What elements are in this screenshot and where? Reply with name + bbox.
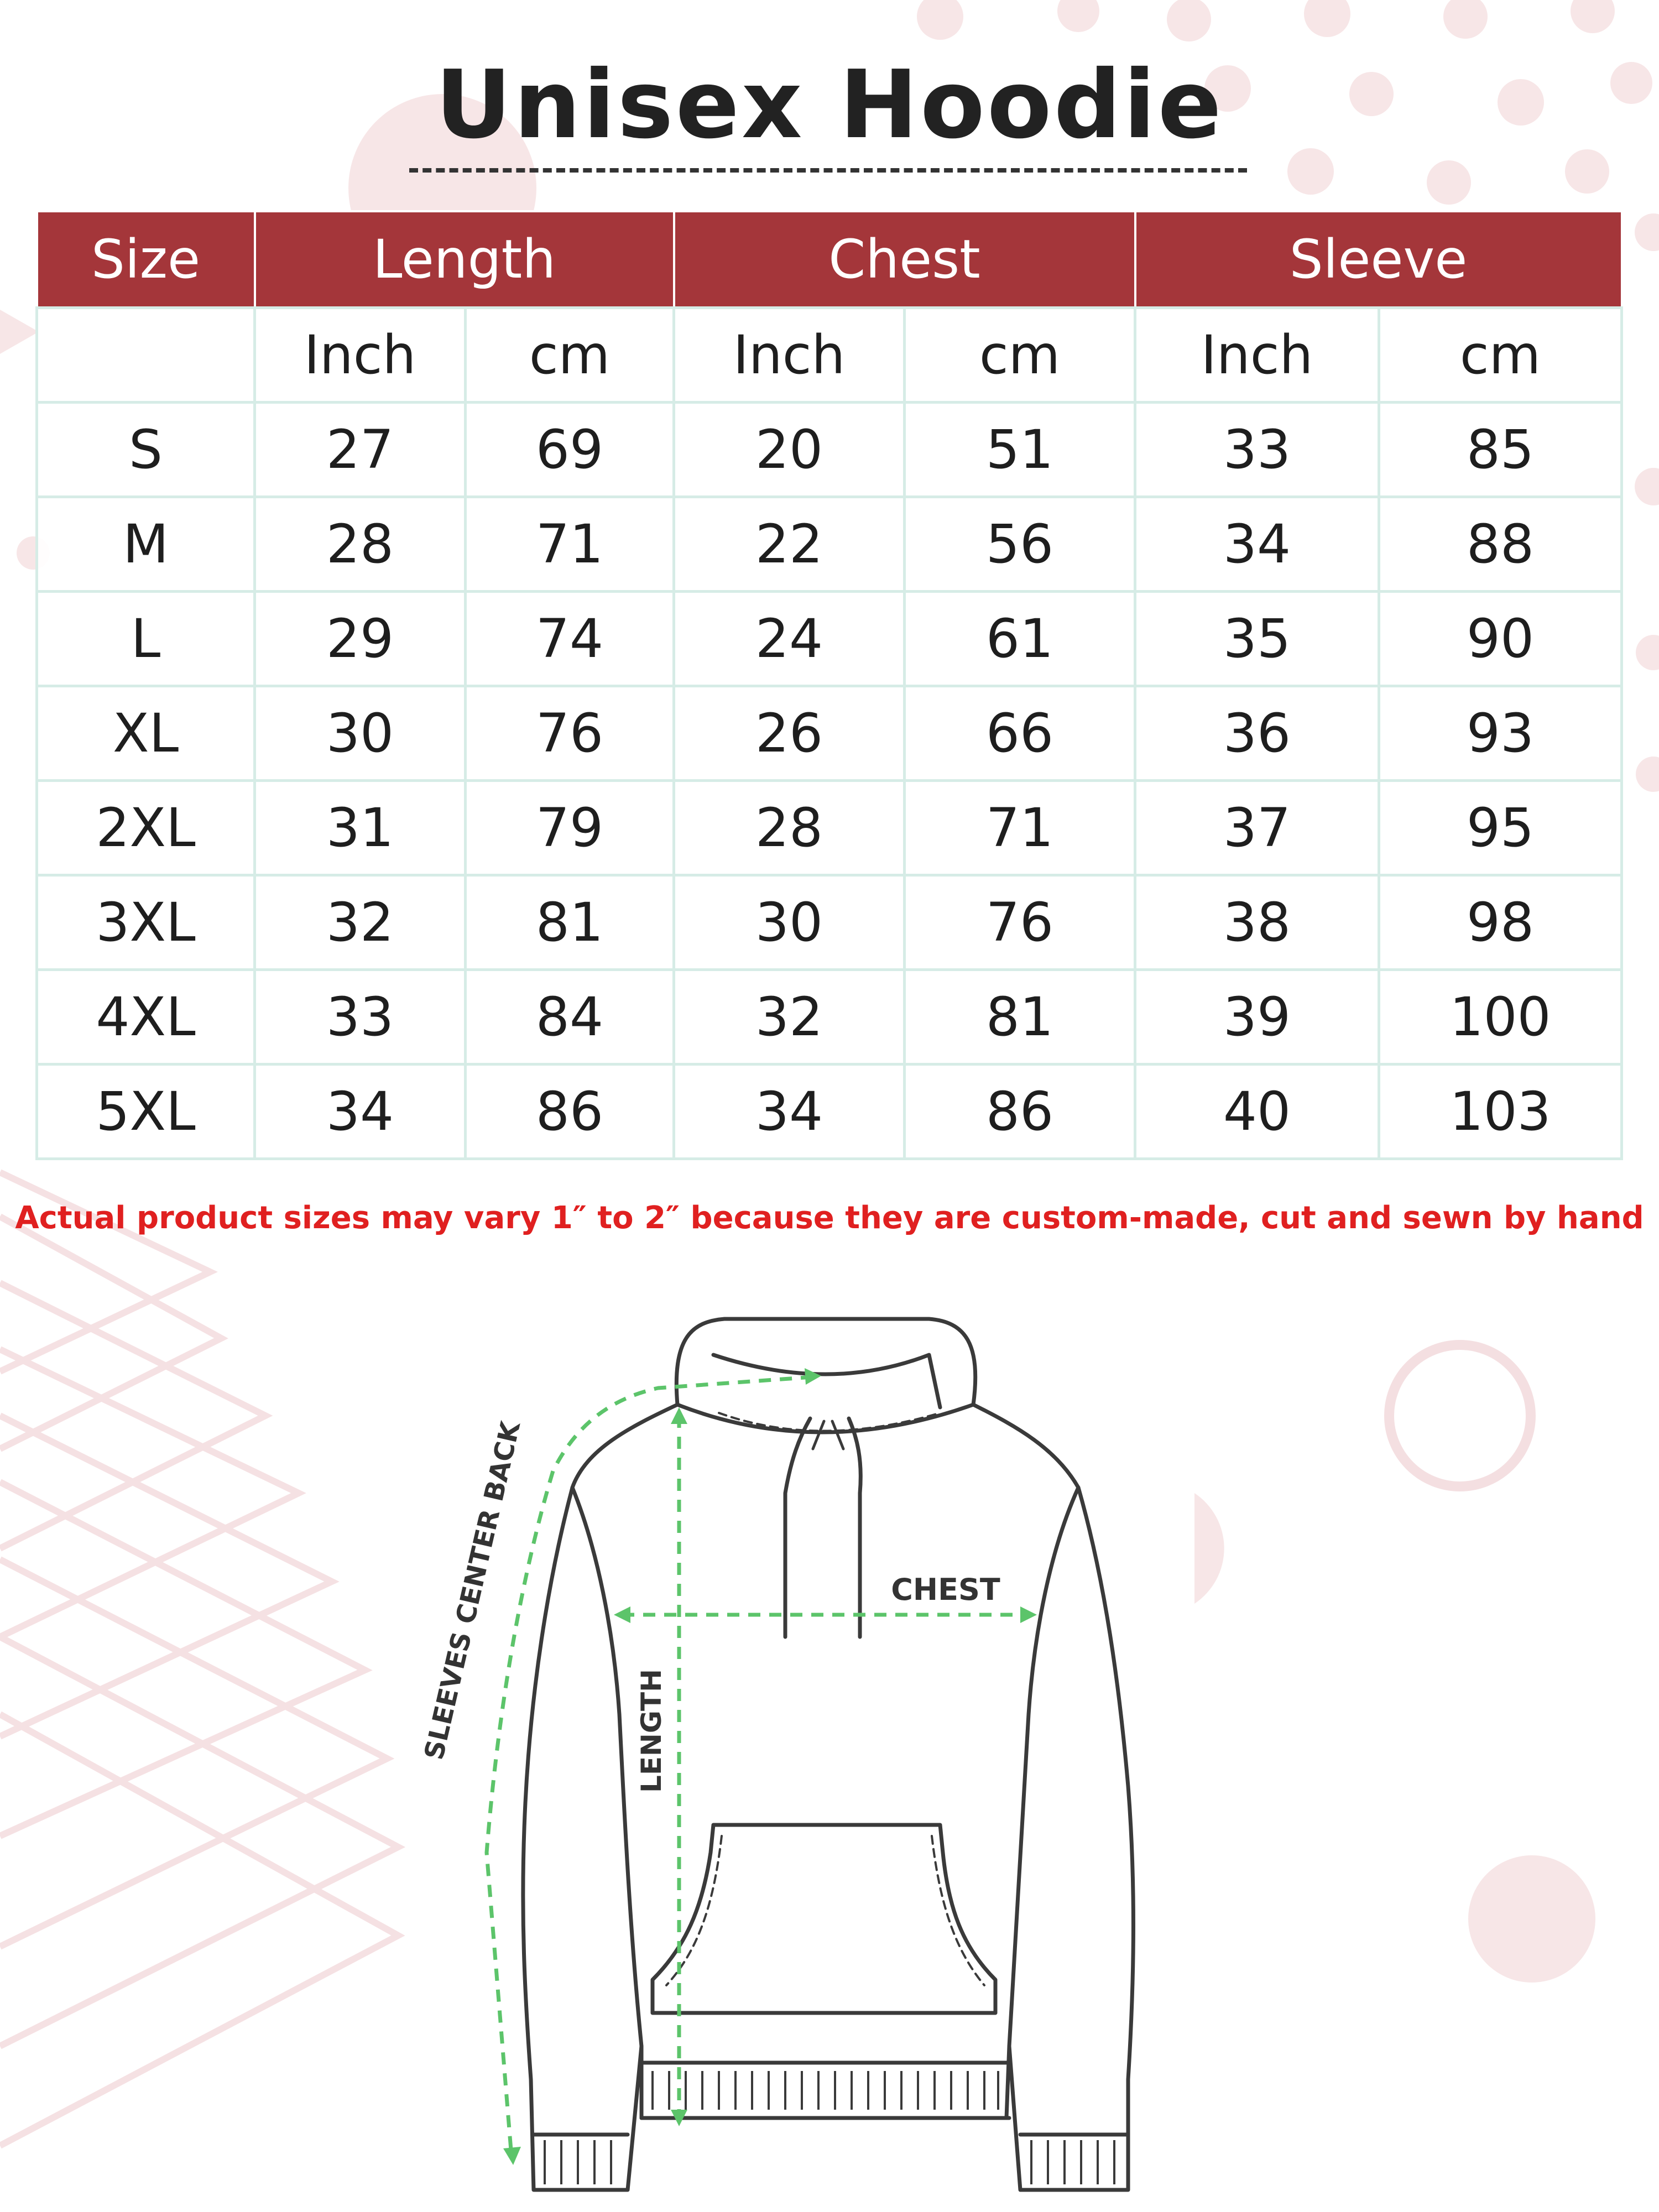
header-chest: Chest (674, 211, 1135, 308)
unit-cell: Inch (1135, 308, 1379, 403)
measurement-cell: 81 (905, 970, 1135, 1065)
measurement-cell: 28 (255, 497, 466, 592)
measurement-cell: 56 (905, 497, 1135, 592)
size-cell: 4XL (37, 970, 255, 1065)
measurement-cell: 88 (1379, 497, 1622, 592)
measurement-cell: 86 (905, 1065, 1135, 1159)
table-row (37, 781, 1622, 875)
measurement-cell: 24 (674, 592, 905, 686)
table-row (37, 592, 1622, 686)
measurement-cell: 37 (1135, 781, 1379, 875)
size-cell: M (37, 497, 255, 592)
size-cell: S (37, 403, 255, 497)
table-row (37, 686, 1622, 781)
measurement-cell: 34 (1135, 497, 1379, 592)
table-row (37, 1065, 1622, 1159)
measurement-cell: 35 (1135, 592, 1379, 686)
measurement-cell: 71 (466, 497, 674, 592)
measurement-cell: 31 (255, 781, 466, 875)
measurement-cell: 84 (466, 970, 674, 1065)
measurement-cell: 66 (905, 686, 1135, 781)
size-cell: 2XL (37, 781, 255, 875)
unit-cell: cm (1379, 308, 1622, 403)
measurement-cell: 100 (1379, 970, 1622, 1065)
hoodie-body-outline (523, 1405, 1134, 2190)
measurement-cell: 74 (466, 592, 674, 686)
measurement-cell: 40 (1135, 1065, 1379, 1159)
unit-cell: Inch (255, 308, 466, 403)
measurement-cell: 61 (905, 592, 1135, 686)
header-sleeve: Sleeve (1135, 211, 1622, 308)
measurement-cell: 90 (1379, 592, 1622, 686)
units-row (37, 308, 1622, 403)
measurement-cell: 20 (674, 403, 905, 497)
measurement-cell: 79 (466, 781, 674, 875)
measurement-cell: 27 (255, 403, 466, 497)
hoodie-diagram (0, 1272, 1659, 2212)
length-label: LENGTH (635, 1669, 667, 1793)
measurement-cell: 26 (674, 686, 905, 781)
measurement-cell: 76 (466, 686, 674, 781)
measurement-cell: 33 (255, 970, 466, 1065)
size-cell: L (37, 592, 255, 686)
measurement-cell: 71 (905, 781, 1135, 875)
measurement-cell: 28 (674, 781, 905, 875)
size-cell: XL (37, 686, 255, 781)
unit-cell (37, 308, 255, 403)
chest-label: CHEST (891, 1572, 1000, 1607)
measurement-cell: 22 (674, 497, 905, 592)
measurement-cell: 98 (1379, 875, 1622, 970)
measurement-cell: 81 (466, 875, 674, 970)
table-row (37, 970, 1622, 1065)
table-row (37, 497, 1622, 592)
measurement-cell: 76 (905, 875, 1135, 970)
measurement-cell: 33 (1135, 403, 1379, 497)
unit-cell: cm (905, 308, 1135, 403)
unit-cell: cm (466, 308, 674, 403)
table-row (37, 403, 1622, 497)
measurement-cell: 69 (466, 403, 674, 497)
drawstring-right (849, 1418, 860, 1637)
measurement-cell: 51 (905, 403, 1135, 497)
measurement-cell: 32 (674, 970, 905, 1065)
disclaimer-note: Actual product sizes may vary 1″ to 2″ because they are custom-made, cut and sewn by hand (15, 1200, 1644, 1236)
measurement-cell: 30 (255, 686, 466, 781)
measurement-cell: 34 (674, 1065, 905, 1159)
measurement-cell: 30 (674, 875, 905, 970)
unit-cell: Inch (674, 308, 905, 403)
header-size: Size (37, 211, 255, 308)
measurement-cell: 86 (466, 1065, 674, 1159)
sleeve-label: SLEEVES CENTER BACK (418, 1418, 527, 1763)
measurement-cell: 95 (1379, 781, 1622, 875)
measurement-cell: 93 (1379, 686, 1622, 781)
size-cell: 5XL (37, 1065, 255, 1159)
measurement-cell: 85 (1379, 403, 1622, 497)
measurement-cell: 32 (255, 875, 466, 970)
size-cell: 3XL (37, 875, 255, 970)
page-title: Unisex Hoodie (435, 50, 1224, 160)
measurement-cell: 103 (1379, 1065, 1622, 1159)
drawstring-left (785, 1418, 810, 1637)
measurement-cell: 36 (1135, 686, 1379, 781)
measurement-cell: 34 (255, 1065, 466, 1159)
table-header-row (37, 211, 1622, 308)
title-divider (409, 168, 1247, 173)
measurement-cell: 38 (1135, 875, 1379, 970)
measurement-cell: 39 (1135, 970, 1379, 1065)
header-length: Length (255, 211, 674, 308)
size-table (35, 210, 1623, 1160)
table-row (37, 875, 1622, 970)
measurement-cell: 29 (255, 592, 466, 686)
